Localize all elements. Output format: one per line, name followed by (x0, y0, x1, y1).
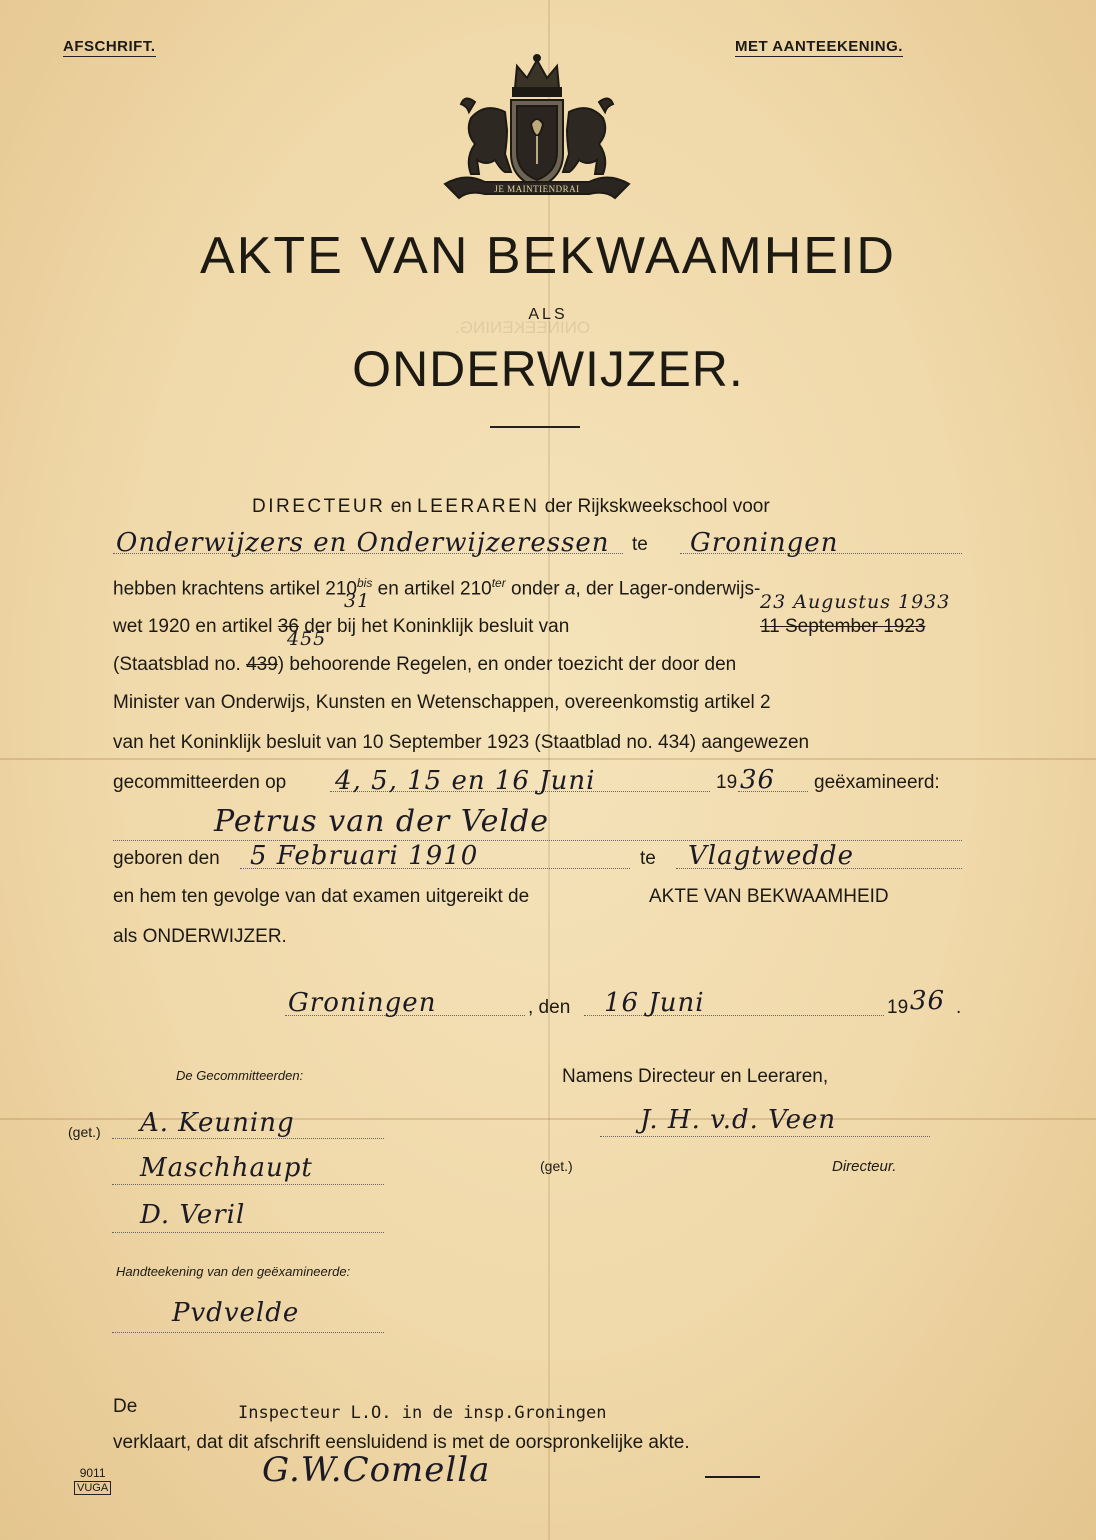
text-line-4: wet 1920 en artikel 36 der bij het Koninklijk besluit van (113, 616, 570, 637)
den-label: , den (528, 997, 571, 1018)
text-line-8: gecommitteerden op (113, 772, 287, 793)
text-line-3: hebben krachtens artikel $210^{bis}$ en artikel $210^{ter}$ onder a, der Lager-onderwijs- (113, 576, 761, 600)
text-te: te (640, 848, 656, 869)
text-line-12: als ONDERWIJZER. (113, 926, 287, 947)
examinee-signature: Pvdvelde (172, 1298, 300, 1328)
committee-signature-1: A. Keuning (140, 1108, 295, 1138)
year-print: 19 (716, 772, 738, 793)
issue-year-print: 19 (887, 997, 909, 1018)
title-divider (490, 426, 580, 428)
inspector-signature: G.W.Comella (262, 1450, 491, 1490)
bleed-through-text: ONINEEKENING. (455, 318, 591, 337)
signature-flourish (705, 1476, 760, 1478)
get-label: (get.) (68, 1124, 101, 1140)
certificate-name-inline: AKTE VAN BEKWAAMHEID (649, 886, 889, 907)
birth-place-field: Vlagtwedde (688, 841, 854, 871)
coat-of-arms-icon (435, 52, 640, 202)
born-label: geboren den (113, 848, 220, 869)
director-signature: J. H. v.d. Veen (640, 1105, 837, 1135)
form-code: 9011 VUGA (74, 1466, 111, 1495)
struck-article: 36 (277, 616, 299, 637)
certification-statement: verklaart, dat dit afschrift eensluidend is met de oorspronkelijke akte. (113, 1432, 690, 1453)
exam-year-field: 36 (740, 765, 776, 795)
signature-line (112, 1232, 384, 1233)
signature-line (112, 1138, 384, 1139)
signature-line (112, 1332, 384, 1333)
text-te: te (632, 534, 648, 555)
candidate-name-field: Petrus van der Velde (214, 804, 549, 839)
corrected-date: 23 Augustus 1933 (760, 591, 951, 613)
examined-label: geëxamineerd: (814, 772, 940, 793)
fill-line (738, 791, 808, 792)
printer-mark: VUGA (74, 1481, 111, 1495)
corrected-article: 31 (344, 590, 371, 612)
period: . (956, 997, 962, 1018)
director-role: Directeur. (832, 1158, 897, 1175)
text-line-5: (Staatsblad no. 439) behoorende Regelen, en onder toezicht der door den (113, 654, 737, 675)
school-field: Onderwijzers en Onderwijzeressen (116, 528, 610, 558)
signature-line (112, 1184, 384, 1185)
certificate-title: AKTE VAN BEKWAAMHEID (200, 227, 896, 285)
birth-date-field: 5 Februari 1910 (250, 841, 479, 871)
issue-year-field: 36 (910, 986, 946, 1016)
committee-label: De Gecommitteerden: (176, 1068, 304, 1083)
certificate-subtitle: ONDERWIJZER. (352, 341, 744, 397)
get-label: (get.) (540, 1158, 573, 1174)
committee-signature-2: Maschhaupt (140, 1153, 313, 1183)
signature-line (600, 1136, 930, 1137)
examinee-label: Handteekening van den geëxamineerde: (116, 1264, 351, 1279)
exam-dates-field: 4, 5, 15 en 16 Juni (335, 766, 596, 796)
struck-date: 11 September 1923 (760, 616, 926, 637)
city-field: Groningen (690, 528, 839, 558)
struck-staatsblad-number: 439 (246, 654, 278, 675)
issue-date-field: 16 Juni (604, 988, 705, 1018)
corrected-staatsblad-number: 455 (287, 628, 327, 650)
copy-label: AFSCHRIFT. (63, 38, 156, 55)
inspector-field: Inspecteur L.O. in de insp.Groningen (238, 1403, 607, 1423)
text-line-11: en hem ten gevolge van dat examen uitgereikt de (113, 886, 530, 907)
text-line-7: van het Koninklijk besluit van 10 September 1923 (Staatblad no. 434) aangewezen (113, 732, 810, 753)
committee-signature-3: D. Veril (140, 1200, 246, 1230)
text-line-6: Minister van Onderwijs, Kunsten en Wetenschappen, overeenkomstig artikel 2 (113, 692, 771, 713)
issue-city-field: Groningen (288, 988, 437, 1018)
text-line-1: DIRECTEUR en LEERAREN der Rijkskweekschool voor (252, 496, 770, 517)
crest-motto: JE MAINTIENDRAI (494, 184, 580, 194)
footer-de: De (113, 1396, 138, 1417)
director-label: Namens Directeur en Leeraren, (562, 1066, 829, 1087)
annotation-label: MET AANTEEKENING. (735, 38, 903, 55)
title-connector: ALS (528, 306, 568, 323)
